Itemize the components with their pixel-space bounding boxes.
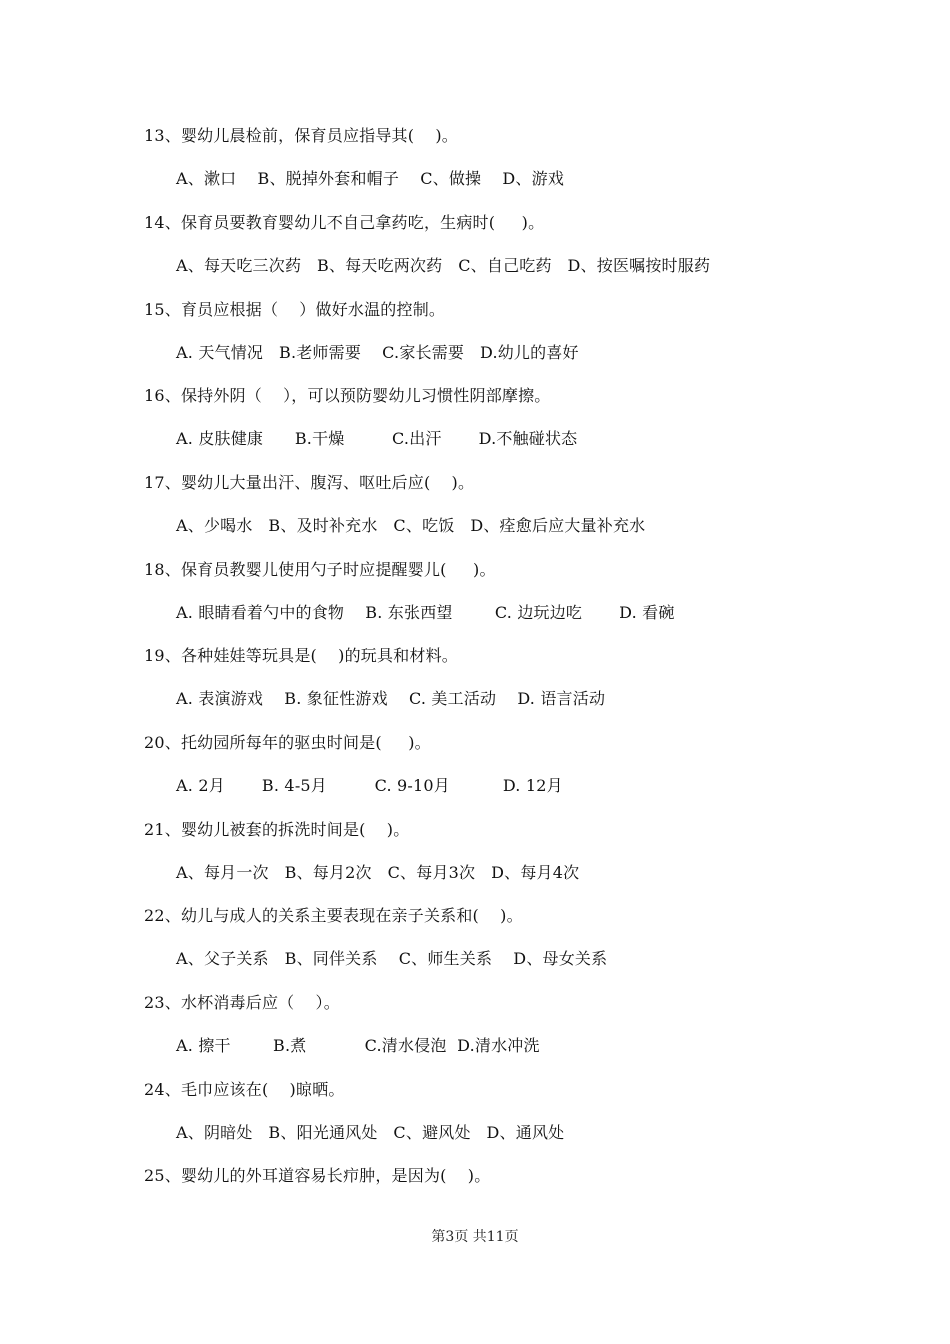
question-text: 25、婴幼儿的外耳道容易长疖肿，是因为( )。 (144, 1166, 491, 1185)
question-text: 24、毛巾应该在( )晾晒。 (144, 1080, 345, 1099)
answer-options: A. 天气情况 B.老师需要 C.家长需要 D.幼儿的喜好 (176, 343, 579, 362)
question-text: 16、保持外阴（ ），可以预防婴幼儿习惯性阴部摩擦。 (144, 386, 551, 405)
question-text: 13、婴幼儿晨检前，保育员应指导其( )。 (144, 126, 458, 145)
answer-options: A. 眼睛看着勺中的食物 B. 东张西望 C. 边玩边吃 D. 看碗 (176, 603, 675, 622)
page-number-footer: 第3页 共11页 (431, 1229, 519, 1245)
answer-options: A、阴暗处 B、阳光通风处 C、避风处 D、通风处 (176, 1123, 565, 1142)
answer-options: A、少喝水 B、及时补充水 C、吃饭 D、痊愈后应大量补充水 (176, 516, 646, 535)
answer-options: A、漱口 B、脱掉外套和帽子 C、做操 D、游戏 (176, 169, 565, 188)
question-text: 15、育员应根据（ ）做好水温的控制。 (144, 300, 446, 319)
answer-options: A. 擦干 B.煮 C.清水侵泡 D.清水冲洗 (176, 1036, 540, 1055)
question-text: 22、幼儿与成人的关系主要表现在亲子关系和( )。 (144, 906, 523, 925)
answer-options: A、每天吃三次药 B、每天吃两次药 C、自己吃药 D、按医嘱按时服药 (176, 256, 711, 275)
answer-options: A. 表演游戏 B. 象征性游戏 C. 美工活动 D. 语言活动 (176, 689, 606, 708)
answer-options: A. 2月 B. 4-5月 C. 9-10月 D. 12月 (176, 776, 563, 795)
question-text: 20、托幼园所每年的驱虫时间是( )。 (144, 733, 431, 752)
question-text: 23、水杯消毒后应（ ）。 (144, 993, 340, 1012)
question-text: 18、保育员教婴儿使用勺子时应提醒婴儿( )。 (144, 560, 496, 579)
answer-options: A. 皮肤健康 B.干燥 C.出汗 D.不触碰状态 (176, 429, 578, 448)
question-text: 21、婴幼儿被套的拆洗时间是( )。 (144, 820, 410, 839)
answer-options: A、每月一次 B、每月2次 C、每月3次 D、每月4次 (176, 863, 580, 882)
question-text: 19、各种娃娃等玩具是( )的玩具和材料。 (144, 646, 458, 665)
answer-options: A、父子关系 B、同伴关系 C、师生关系 D、母女关系 (176, 949, 608, 968)
question-text: 17、婴幼儿大量出汗、腹泻、呕吐后应( )。 (144, 473, 475, 492)
question-text: 14、保育员要教育婴幼儿不自己拿药吃，生病时( )。 (144, 213, 545, 232)
